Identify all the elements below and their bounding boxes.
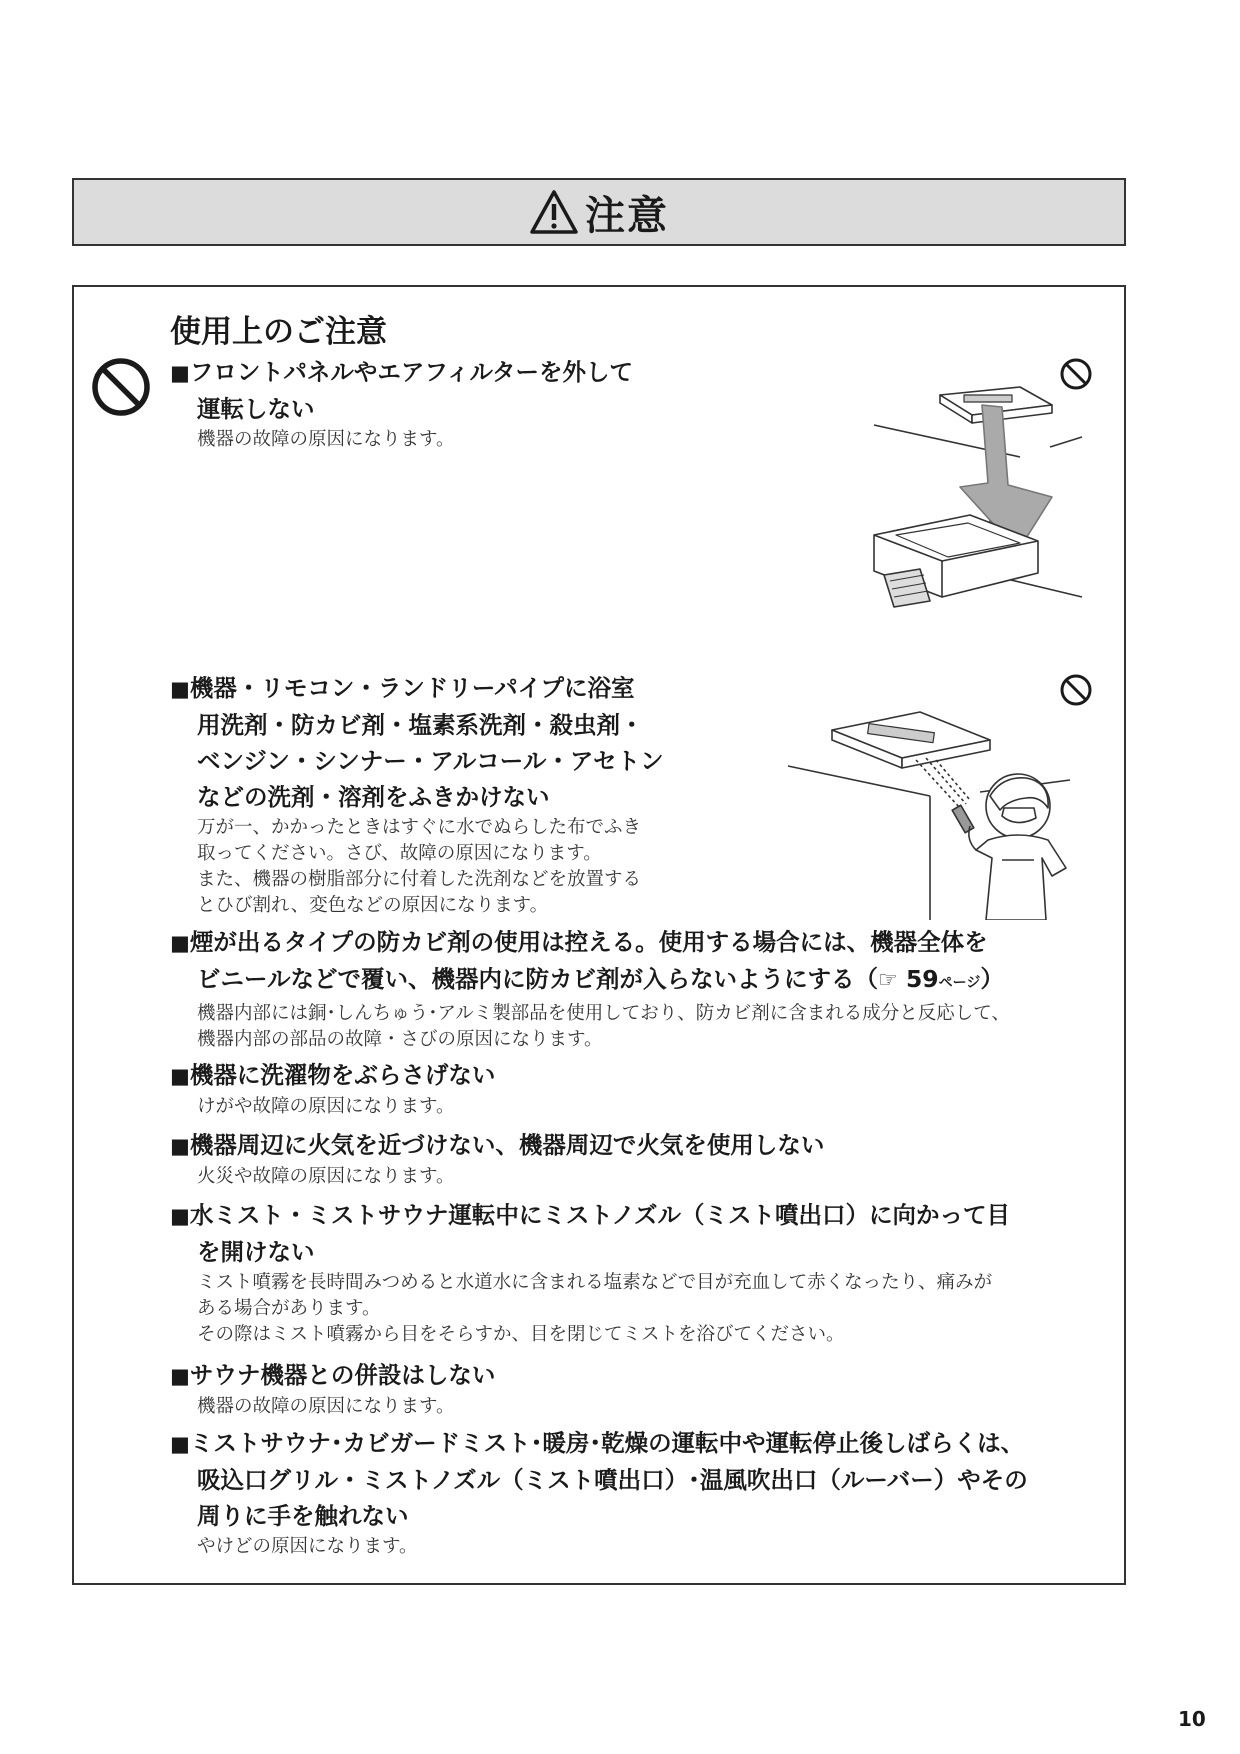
caution-item-6: ■水ミスト・ミストサウナ運転中にミストノズル（ミスト噴出口）に向かって目 を開けない ミスト噴霧を長時間みつめると水道水に含まれる塩素などで目が充血して赤くなったり、痛みが ある場合があります。 その際はミスト噴霧から目をそらすか、目を閉じてミストを浴びてください。 bbox=[170, 1197, 1010, 1348]
item-heading: 機器・リモコン・ランドリーパイプに浴室 bbox=[189, 674, 635, 702]
item-heading: 吸込口グリル・ミストノズル（ミスト噴出口）･温風吹出口（ルーバー）やその bbox=[197, 1466, 1028, 1494]
item-note: 機器内部には銅･しんちゅう･アルミ製部品を使用しており、防カビ剤に含まれる成分と反応して、 bbox=[197, 1003, 1010, 1024]
item-note: 機器の故障の原因になります。 bbox=[197, 429, 455, 450]
warning-triangle-icon bbox=[529, 189, 579, 235]
item-heading: 周りに手を触れない bbox=[197, 1502, 409, 1530]
item-heading: 運転しない bbox=[197, 395, 315, 423]
item-note: 機器の故障の原因になります。 bbox=[197, 1396, 455, 1417]
item-heading: 用洗剤・防カビ剤・塩素系洗剤・殺虫剤・ bbox=[197, 711, 644, 739]
item-note: ミスト噴霧を長時間みつめると水道水に含まれる塩素などで目が充血して赤くなったり、痛みが bbox=[197, 1272, 993, 1293]
caution-title: 注意 bbox=[585, 192, 669, 239]
page-reference-suffix: ページ bbox=[938, 975, 981, 991]
item-heading: などの洗剤・溶剤をふきかけない bbox=[197, 783, 550, 811]
caution-item-2: ■機器・リモコン・ランドリーパイプに浴室 用洗剤・防カビ剤・塩素系洗剤・殺虫剤・ ベンジン・シンナー・アルコール・アセトン などの洗剤・溶剤をふきかけない 万が一、かかったときはすぐに水でぬらした布でふき 取ってください。さび、故障の原因になります。 また、機器の樹脂部分に付着した洗剤などを放置する とひび割れ、変色などの原因になります。 bbox=[170, 670, 664, 919]
caution-item-7: ■サウナ機器との併設はしない 機器の故障の原因になります。 bbox=[170, 1357, 495, 1420]
item-heading: ベンジン・シンナー・アルコール・アセトン bbox=[197, 747, 664, 775]
prohibition-icon bbox=[90, 356, 152, 418]
item-note: 機器内部の部品の故障・さびの原因になります。 bbox=[197, 1029, 603, 1050]
caution-item-4: ■機器に洗濯物をぶらさげない けがや故障の原因になります。 bbox=[170, 1057, 495, 1120]
illustration-spray-icon bbox=[780, 700, 1080, 920]
item-heading: ビニールなどで覆い、機器内に防カビ剤が入らないようにする（ bbox=[197, 965, 879, 993]
item-heading: 煙が出るタイプの防カビ剤の使用は控える。使用する場合には、機器全体を bbox=[189, 928, 988, 956]
caution-item-5: ■機器周辺に火気を近づけない、機器周辺で火気を使用しない 火災や故障の原因になります。 bbox=[170, 1127, 824, 1190]
page-number: 10 bbox=[1178, 1707, 1206, 1731]
item-heading: サウナ機器との併設はしない bbox=[189, 1361, 496, 1389]
item-note: 万が一、かかったときはすぐに水でぬらした布でふき bbox=[197, 817, 642, 838]
item-note: けがや故障の原因になります。 bbox=[197, 1096, 455, 1117]
item-note: その際はミスト噴霧から目をそらすか、目を閉じてミストを浴びてください。 bbox=[197, 1324, 845, 1345]
caution-item-3: ■煙が出るタイプの防カビ剤の使用は控える。使用する場合には、機器全体を ビニールなどで覆い、機器内に防カビ剤が入らないようにする（☞ 59ページ） 機器内部には銅･しんちゅう･アルミ製部品を使用しており、防カビ剤に含まれる成分と反応して、 機器内部の部品の故障・さびの原因になります。 bbox=[170, 924, 1010, 1053]
item-note: また、機器の樹脂部分に付着した洗剤などを放置する bbox=[197, 869, 642, 890]
section-title: 使用上のご注意 bbox=[170, 314, 387, 350]
item-heading: 機器に洗濯物をぶらさげない bbox=[189, 1061, 496, 1089]
item-note: 取ってください。さび、故障の原因になります。 bbox=[197, 843, 602, 864]
illustration-filter-removed-icon bbox=[860, 385, 1100, 675]
item-heading: を開けない bbox=[197, 1238, 315, 1266]
item-heading: 水ミスト・ミストサウナ運転中にミストノズル（ミスト噴出口）に向かって目 bbox=[189, 1201, 1010, 1229]
item-note: ある場合があります。 bbox=[197, 1298, 381, 1319]
item-heading: フロントパネルやエアフィルターを外して bbox=[189, 358, 634, 386]
caution-header bbox=[72, 178, 1126, 246]
page-reference-number[interactable]: 59 bbox=[905, 965, 939, 993]
item-note: とひび割れ、変色などの原因になります。 bbox=[197, 895, 549, 916]
caution-item-1: ■フロントパネルやエアフィルターを外して 運転しない 機器の故障の原因になります。 bbox=[170, 354, 633, 453]
reference-hand-icon: ☞ bbox=[878, 968, 898, 993]
page-reference-close: ） bbox=[980, 965, 1004, 993]
item-note: やけどの原因になります。 bbox=[197, 1536, 418, 1557]
caution-item-8: ■ミストサウナ･カビガードミスト･暖房･乾燥の運転中や運転停止後しばらくは、 吸込口グリル・ミストノズル（ミスト噴出口）･温風吹出口（ルーバー）やその 周りに手を触れない やけどの原因になります。 bbox=[170, 1425, 1028, 1560]
item-heading: ミストサウナ･カビガードミスト･暖房･乾燥の運転中や運転停止後しばらくは、 bbox=[189, 1429, 1025, 1457]
item-note: 火災や故障の原因になります。 bbox=[197, 1166, 455, 1187]
item-heading: 機器周辺に火気を近づけない、機器周辺で火気を使用しない bbox=[189, 1131, 825, 1159]
